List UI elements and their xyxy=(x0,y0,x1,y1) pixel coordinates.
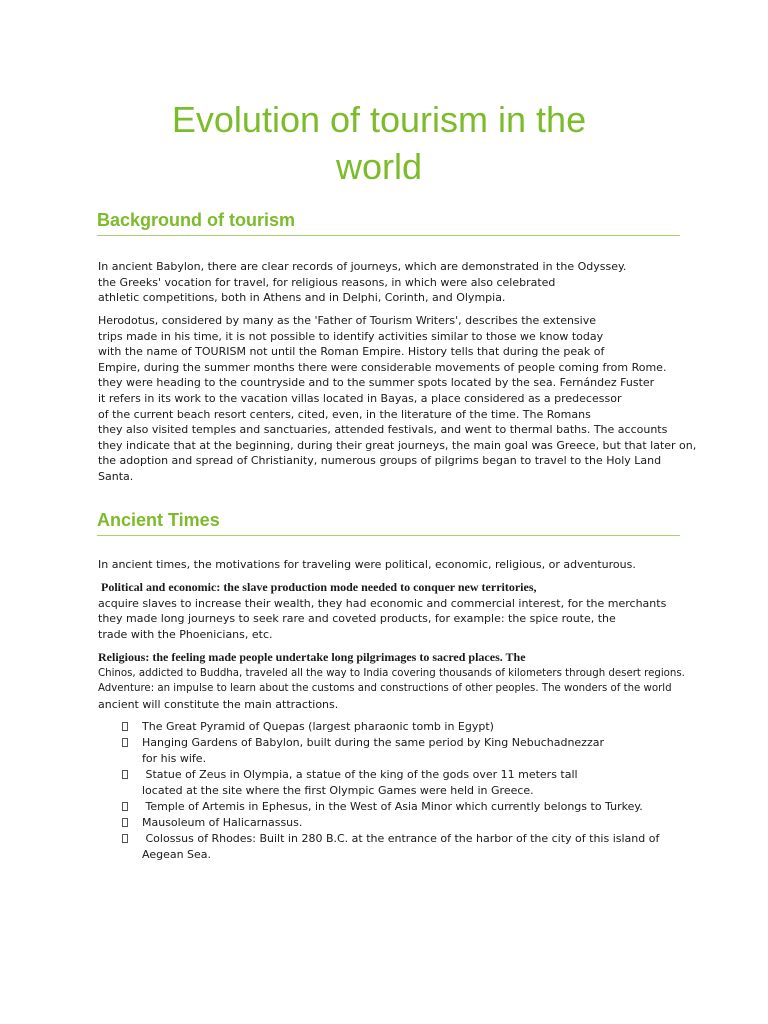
ancient-paragraph-1 xyxy=(98,557,688,573)
wonder-list-item xyxy=(98,831,688,863)
wonders-list xyxy=(98,719,688,863)
background-p2-line: the adoption and spread of Christianity, numerous groups of pilgrims began to travel to the Holy Land xyxy=(98,454,662,468)
background-p2-line: Herodotus, considered by many as the 'Father of Tourism Writers', describes the extensive xyxy=(98,314,596,327)
bullet-box-icon xyxy=(122,802,128,811)
ancient-paragraph-religious xyxy=(98,650,688,712)
ancient-paragraph-political xyxy=(98,580,688,642)
bullet-box-icon xyxy=(122,738,128,747)
background-p2-line: trips made in his time, it is not possible to identify activities similar to those we know today xyxy=(98,329,604,343)
bullet-box-icon xyxy=(122,722,128,731)
wonder-line: Statue of Zeus in Olympia, a statue of the king of the gods over 11 meters tall xyxy=(142,768,578,781)
background-p1-line: In ancient Babylon, there are clear records of journeys, which are demonstrated in the Odyssey. xyxy=(98,260,627,273)
ancient-p2-line: trade with the Phoenicians, etc. xyxy=(98,627,273,641)
wonder-line: Aegean Sea. xyxy=(142,848,212,861)
title-line-1: Evolution of tourism in the xyxy=(171,99,587,140)
document-title xyxy=(120,96,638,190)
wonder-line: Temple of Artemis in Ephesus, in the West of Asia Minor which currently belongs to Turkey. xyxy=(142,800,643,813)
political-economic-lead: Political and economic: the slave production mode needed to conquer new territories, xyxy=(98,580,537,594)
background-p1-line: the Greeks' vocation for travel, for religious reasons, in which were also celebrated xyxy=(98,275,556,289)
wonder-list-item xyxy=(98,767,688,799)
wonder-list-item xyxy=(98,735,688,767)
bullet-box-icon xyxy=(122,834,128,843)
background-p2-line: Empire, during the summer months there were considerable movements of people coming from Rome. xyxy=(98,360,667,374)
religious-lead: Religious: the feeling made people undertake long pilgrimages to sacred places. The xyxy=(98,650,526,664)
background-p2-line: with the name of TOURISM not until the Roman Empire. History tells that during the peak of xyxy=(98,345,605,359)
background-p2-line: it refers in its work to the vacation villas located in Bayas, a place considered as a predecessor xyxy=(98,391,622,405)
ancient-p3-line: Chinos, addicted to Buddha, traveled all the way to India covering thousands of kilometers through desert regions. xyxy=(98,667,685,679)
ancient-p2-line: acquire slaves to increase their wealth, they had economic and commercial interest, for the merchants xyxy=(98,596,667,610)
ancient-p3-line: ancient will constitute the main attractions. xyxy=(98,697,339,711)
ancient-p1-line: In ancient times, the motivations for traveling were political, economic, religious, or adventurous. xyxy=(98,558,636,571)
background-p2-line: they also visited temples and sanctuaries, attended festivals, and went to thermal baths. The accounts xyxy=(98,423,668,437)
background-p2-line: they indicate that at the beginning, during their great journeys, the main goal was Greece, but that later on, xyxy=(98,438,697,452)
wonder-line: The Great Pyramid of Quepas (largest pharaonic tomb in Egypt) xyxy=(142,720,494,733)
section-heading-ancient-times: Ancient Times xyxy=(97,509,680,536)
section-heading-background: Background of tourism xyxy=(97,209,680,236)
wonder-list-item xyxy=(98,815,688,831)
wonder-line: for his wife. xyxy=(142,752,207,765)
background-p1-line: athletic competitions, both in Athens and in Delphi, Corinth, and Olympia. xyxy=(98,291,506,305)
wonder-line: Hanging Gardens of Babylon, built during the same period by King Nebuchadnezzar xyxy=(142,736,604,749)
background-paragraph-2 xyxy=(98,313,697,485)
background-paragraph-1 xyxy=(98,259,688,306)
ancient-p3-line: Adventure: an impulse to learn about the customs and constructions of other peoples. The wonders of the world xyxy=(98,683,672,695)
background-p2-line: they were heading to the countryside and to the summer spots located by the sea. Fernández Fuster xyxy=(98,376,655,390)
bullet-box-icon xyxy=(122,770,128,779)
wonder-list-item xyxy=(98,799,688,815)
title-line-2: world xyxy=(335,146,423,187)
wonder-list-item xyxy=(98,719,688,735)
bullet-box-icon xyxy=(122,818,128,827)
wonder-line: Mausoleum of Halicarnassus. xyxy=(142,816,303,829)
wonder-line: located at the site where the first Olympic Games were held in Greece. xyxy=(142,784,534,797)
background-p2-line: of the current beach resort centers, cited, even, in the literature of the time. The Romans xyxy=(98,407,591,421)
ancient-p2-line: they made long journeys to seek rare and coveted products, for example: the spice route, the xyxy=(98,612,616,626)
background-p2-line: Santa. xyxy=(98,469,134,483)
wonder-line: Colossus of Rhodes: Built in 280 B.C. at the entrance of the harbor of the city of this island of xyxy=(142,832,660,845)
